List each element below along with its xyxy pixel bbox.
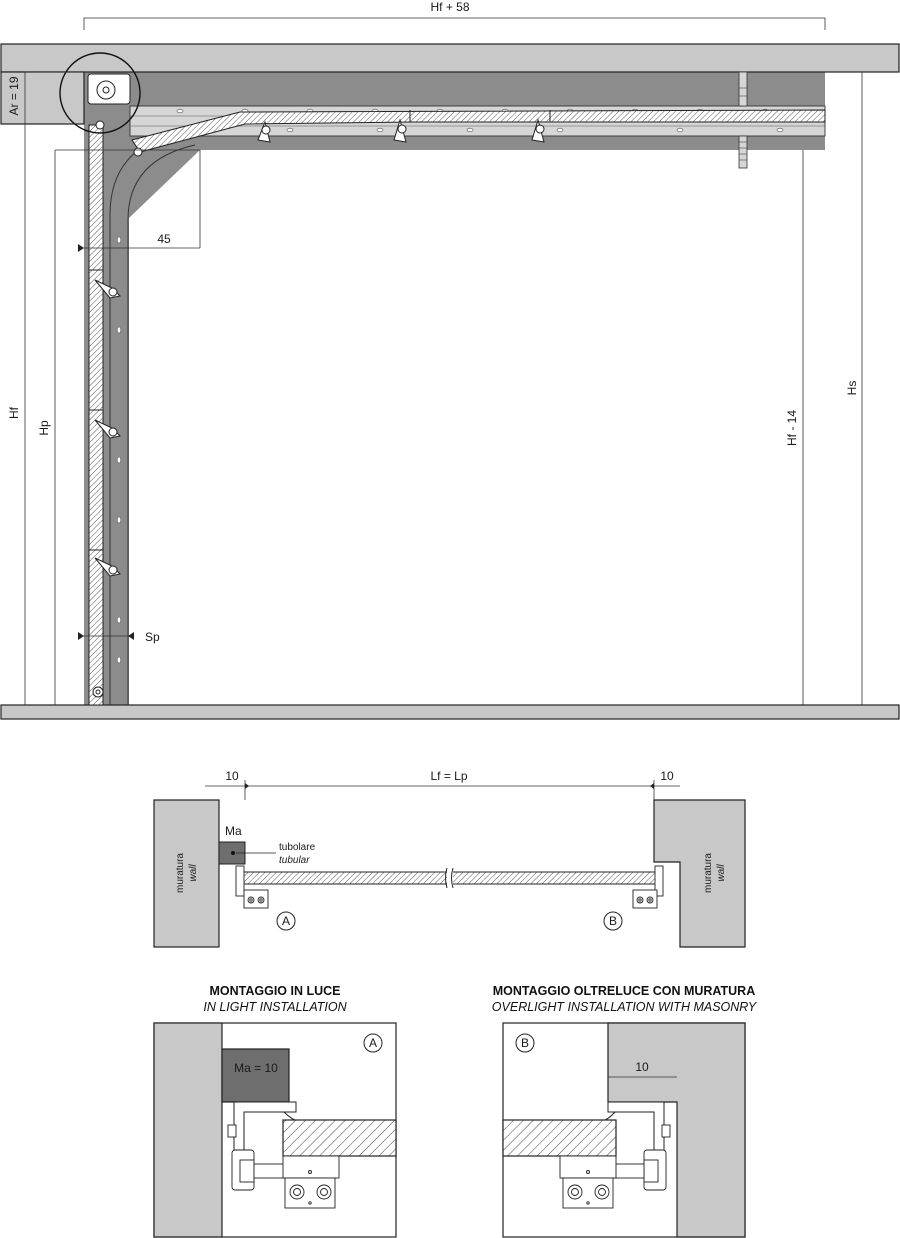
plan-ma-label: Ma <box>225 824 242 838</box>
detail-a-wall <box>154 1023 222 1237</box>
detail-b-dim: 10 <box>635 1060 649 1074</box>
detail-a-title-en: IN LIGHT INSTALLATION <box>203 1000 347 1014</box>
detail-b-marker: B <box>520 1036 530 1050</box>
elevation-view <box>1 0 899 719</box>
spring-drum <box>88 74 130 104</box>
plan-wall-left-en: wall <box>188 864 199 882</box>
dim-hf14-label: Hf - 14 <box>785 409 799 447</box>
detail-b-panel <box>503 1120 616 1156</box>
vertical-door-panel <box>89 125 103 705</box>
dim-hf-label: Hf <box>7 407 21 419</box>
plan-tubular-it: tubolare <box>279 842 316 853</box>
detail-a-tubular <box>222 1049 289 1102</box>
plan-dim-left: 10 <box>225 769 239 783</box>
dim-top-label: Hf + 58 <box>430 0 470 14</box>
track-hanger-bottom <box>739 136 747 168</box>
detail-b-title-en: OVERLIGHT INSTALLATION WITH MASONRY <box>491 1000 757 1014</box>
detail-a-panel <box>283 1120 396 1156</box>
plan-marker-a: A <box>281 914 291 928</box>
detail-b-title-it: MONTAGGIO OLTRELUCE CON MURATURA <box>492 984 756 998</box>
plan-dim-right: 10 <box>660 769 674 783</box>
dim-hs-label: Hs <box>845 380 859 396</box>
ceiling-slab <box>1 44 899 72</box>
plan-wall-right-it: muratura <box>703 852 714 894</box>
roller-brackets <box>93 120 544 697</box>
dim-offset-label: 45 <box>157 232 171 246</box>
plan-marker-b: B <box>608 914 618 928</box>
dim-lintel-label: Ar = 19 <box>7 76 21 116</box>
plan-wall-right <box>654 800 745 947</box>
detail-a-ma-label: Ma = 10 <box>234 1061 278 1075</box>
detail-a-marker: A <box>368 1036 378 1050</box>
detail-a-title-it: MONTAGGIO IN LUCE <box>209 984 341 998</box>
plan-wall-right-en: wall <box>716 864 727 882</box>
floor-slab <box>1 705 899 719</box>
plan-tubular-en: tubular <box>279 855 310 866</box>
detail-b <box>492 984 758 1237</box>
dim-hp-label: Hp <box>37 420 51 436</box>
plan-wall-left <box>154 800 219 947</box>
plan-view <box>154 769 745 947</box>
corner-fill <box>129 150 200 218</box>
plan-dim-opening: Lf = Lp <box>430 769 468 783</box>
track-hanger-top <box>739 72 747 106</box>
detail-a <box>154 984 396 1237</box>
dim-sp-label: Sp <box>145 630 160 644</box>
plan-wall-left-it: muratura <box>175 852 186 894</box>
